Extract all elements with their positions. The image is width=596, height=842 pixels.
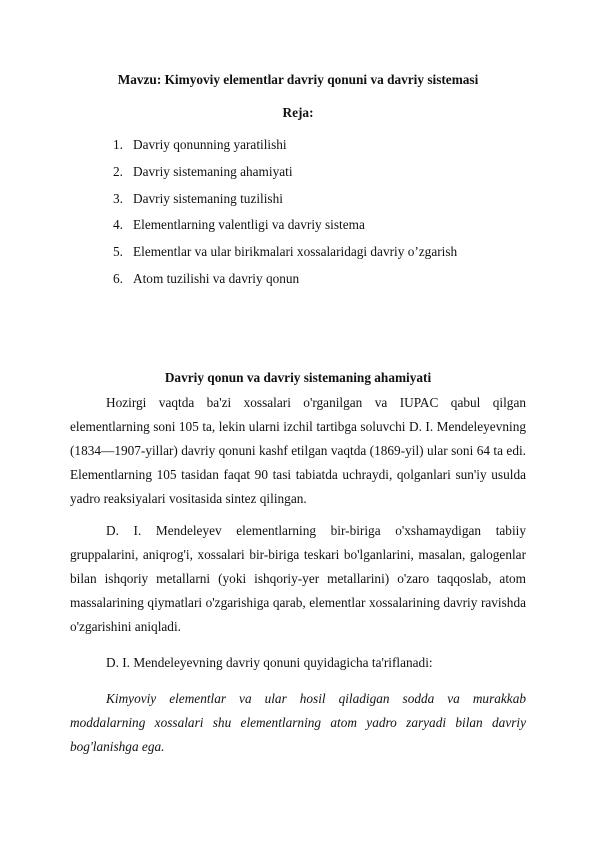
plan-item-text: Atom tuzilishi va davriy qonun <box>133 270 300 286</box>
plan-item-number: 1. <box>113 137 123 152</box>
plan-item-text: Elementlarning valentligi va davriy sistema <box>133 217 365 233</box>
plan-item-text: Davriy qonunning yaratilishi <box>133 137 287 152</box>
plan-item <box>113 190 457 217</box>
plan-heading: Reja: <box>282 105 314 120</box>
body-paragraph: D. I. Mendeleyevning davriy qonuni quyidagicha ta'riflanadi: <box>106 655 433 670</box>
plan-item-text: Davriy sistemaning tuzilishi <box>133 190 283 206</box>
plan-item <box>113 270 457 297</box>
document-title: Mavzu: Kimyoviy elementlar davriy qonuni va davriy sistemasi <box>117 72 479 87</box>
plan-item <box>113 163 457 190</box>
plan-item-number: 2. <box>113 163 123 179</box>
section-heading: Davriy qonun va davriy sistemaning ahamiyati <box>164 370 432 385</box>
plan-item-number: 6. <box>113 270 123 286</box>
plan-list <box>113 136 457 297</box>
body-paragraph: D. I. Mendeleyev elementlarning bir-biriga o'xshamaydigan tabiiy gruppalarini, aniqrog'i, xossalari bir-biriga teskari bo'lganlarini, masalan, galogenlar bilan ishqoriy metallarni (yoki ishqoriy-yer metallarini) o'zaro taqqoslab, atom massalarining qiymatlari o'zgarishiga qarab, elementlar xossalarining davriy ravishda o'zgarishini aniqladi. <box>70 523 526 635</box>
plan-item-text: Elementlar va ular birikmalari xossalaridagi davriy o’zgarish <box>133 244 458 260</box>
plan-item-number: 3. <box>113 190 123 206</box>
plan-item <box>113 216 457 243</box>
plan-item <box>113 136 457 163</box>
plan-item-number: 5. <box>113 244 123 260</box>
plan-item-text: Davriy sistemaning ahamiyati <box>133 163 293 179</box>
body-paragraph: Hozirgi vaqtda ba'zi xossalari o'rganilgan va IUPAC qabul qilgan elementlarning soni 105 ta, lekin ularni izchil tartibga soluvchi D. I. Mendeleyevning (1834—1907-yillar) davriy qonuni kashf etilgan vaqtda (1869-yil) ular soni 64 ta edi. Elementlarning 105 tasidan faqat 90 tasi tabiatda uchraydi, qolganlari sun'iy usulda yadro reaksiyalari vositasida sintez qilingan. <box>70 395 526 507</box>
law-definition: Kimyoviy elementlar va ular hosil qiladigan sodda va murakkab moddalarning xossalari shu elementlarning atom yadro zaryadi bilan davriy bog'lanishga ega. <box>70 691 526 755</box>
plan-item <box>113 243 457 270</box>
plan-item-number: 4. <box>113 217 123 233</box>
